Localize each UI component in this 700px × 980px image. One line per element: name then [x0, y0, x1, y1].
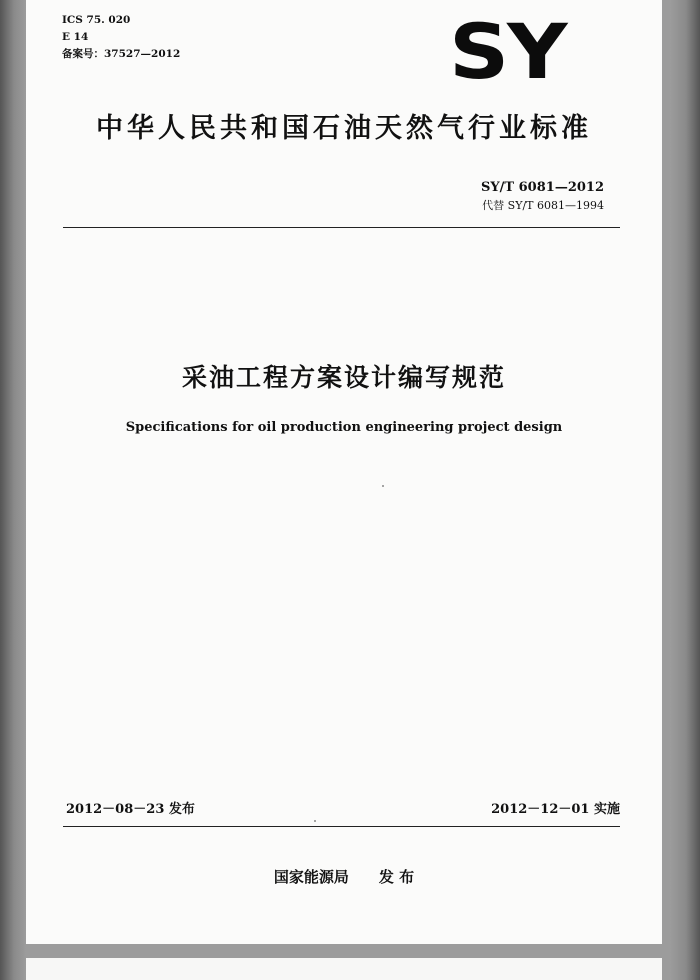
sy-logo: SY: [449, 7, 566, 96]
implementation-date: 2012－12－01 实施: [491, 802, 620, 817]
scan-speck: [314, 820, 316, 822]
issuing-authority-title: 中华人民共和国石油天然气行业标准: [96, 113, 592, 144]
publisher-action: 发 布: [378, 868, 415, 886]
classification-block: [62, 12, 180, 63]
standard-number-block: [481, 178, 604, 214]
document-page: [26, 0, 662, 944]
footer-divider: [63, 826, 620, 827]
standard-number: SY/T 6081—2012: [481, 180, 604, 195]
header-divider: [63, 227, 620, 228]
next-page-edge: [26, 958, 662, 980]
scan-speck: [382, 485, 384, 487]
publisher-name: 国家能源局: [273, 868, 349, 886]
filing-number: 备案号：37527—2012: [62, 48, 181, 60]
publisher-line: [26, 866, 662, 887]
ics-code: ICS 75. 020: [62, 14, 131, 26]
issue-date: 2012－08－23 发布: [66, 802, 195, 817]
category-code: E 14: [62, 31, 89, 43]
document-title-chinese: 采油工程方案设计编写规范: [181, 363, 506, 392]
replaces-standard: 代替 SY/T 6081—1994: [482, 199, 604, 212]
document-title-english: Specifications for oil production engineering project design: [125, 420, 563, 435]
